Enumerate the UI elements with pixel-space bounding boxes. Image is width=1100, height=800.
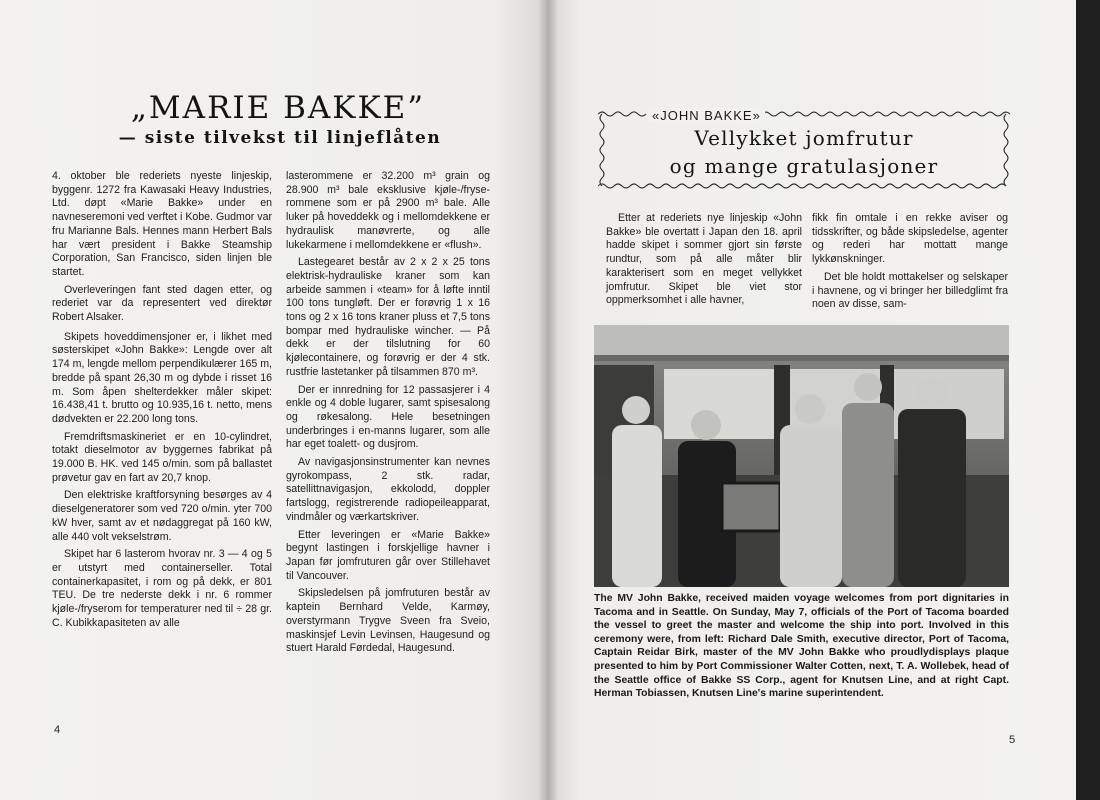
headline-box — [598, 108, 1010, 190]
paragraph: Skipet har 6 lasterom hvorav nr. 3 — 4 og 5 er utstyrt med containerseller. Total containerkapasitet, i rom og på dekk, er 801 TEU. De tre nederste dekk i nr. 6 rommer kjøle-/fryserom for temperaturer ned til ÷ 28 gr. C. Kubikkapasiteten av alle — [52, 548, 272, 629]
headline-line-2: og mange gratulasjoner — [669, 154, 939, 178]
article-subtitle: — siste tilvekst til linjeflåten — [118, 128, 442, 148]
header-label: «JOHN BAKKE» — [648, 108, 765, 123]
paragraph: Overleveringen fant sted dagen etter, og rederiet var da representert ved direktør Robert Alsaker. — [52, 283, 272, 324]
photo-caption: The MV John Bakke, received maiden voyage welcomes from port dignitaries in Tacoma and in Seattle. On Sunday, May 7, officials of the Port of Tacoma boarded the vessel to greet the master and welcome the ship into port. Involved in this ceremony were, from left: Richard Dale Smith, executive director, Port of Tacoma, Captain Reidar Birk, master of the MV John Bakke who proudlydisplays plaque presented to him by Port Commissioner Walter Cotten, next, T. A. Wollebek, head of the Seattle office of Bakke SS Corp., agent for Knutsen Line, and at right Capt. Herman Tobiassen, Knutsen Line's marine superintendent. — [594, 593, 1009, 700]
paragraph: 4. oktober ble rederiets nyeste linjeskip, byggenr. 1272 fra Kawasaki Heavy Industries, Ltd. døpt «Marie Bakke» under en navneseremoni ved verftet i Kobe. Gudmor var fru Marianne Bals. Hennes mann Herbert Bals har vært president i Bakke Steamship Corporation, San Francisco, siden linjen ble startet. — [52, 170, 272, 278]
paragraph: fikk fin omtale i en rekke aviser og tidsskrifter, og både skipsledelse, agenter og rederi har mottatt mange lykkønskninger. — [812, 212, 1008, 266]
right-page — [548, 0, 1076, 800]
group-photo — [594, 325, 1009, 587]
left-page — [0, 0, 548, 800]
paragraph: Skipsledelsen på jomfruturen består av kaptein Bernhard Velde, Karmøy, overstyrmann Trygve Sveen fra Sveio, maskinsjef Levin Levinsen, Haugesund og stuert Harald Førdedal, Haugesund. — [286, 587, 490, 655]
page-number-right: 5 — [1009, 734, 1016, 746]
paragraph: Det ble holdt mottakelser og selskaper i havnene, og vi bringer her billedglimt fra noen av disse, sam- — [812, 270, 1008, 311]
paragraph: Der er innredning for 12 passasjerer i 4 enkle og 4 doble lugarer, samt spisesalong og røkesalong. Hele besetningen underbringes i en-manns lugarer, som alle har eget toalett- og dusjrom. — [286, 383, 490, 451]
left-text-column-2 — [286, 170, 490, 660]
paragraph: Skipets hoveddimensjoner er, i likhet med søsterskipet «John Bakke»: Lengde over alt 174 m, lengde mellom perpendikulærer 165 m, bredde på spant 26,30 m og dybde i risset 16 m. Som åpen shelterdekker måler skipet: 16.438,41 t. brutto og 10.935,16 t. netto, mens dødvekten er 22.200 long tons. — [52, 330, 272, 425]
paragraph: Den elektriske kraftforsyning besørges av 4 dieselgeneratorer som ved 720 o/min. yter 700 kW hver, samt av et nødaggregat på 160 kW, alle 440 volt vekselstrøm. — [52, 489, 272, 543]
paragraph: lasterommene er 32.200 m³ grain og 28.900 m³ bale eksklusive kjøle-/fryserommene som er på 2900 m³ bale. Alle luker på hoveddekk og i mellomdekkene er hydraulisk manøvrerte, og alle lukekarmene i mellomdekkene er «flush». — [286, 170, 490, 251]
page-number-left: 4 — [54, 724, 61, 736]
paragraph: Etter leveringen er «Marie Bakke» begynt lastingen i forskjellige havner i Japan før jomfruturen går over Stillehavet til Vancouver. — [286, 528, 490, 582]
dark-background-edge — [1076, 0, 1100, 800]
photo-image-icon — [594, 325, 1009, 587]
right-text-column-2 — [812, 212, 1008, 316]
paragraph: Lastegearet består av 2 x 2 x 25 tons elektrisk-hydrauliske kraner som kan arbeide sammen i «team» for å løfte inntil 100 tons tungløft. Der er forøvrig 1 x 16 tons og 2 x 16 tons kraner pluss et 7,5 tons bompar med hydrauliske wincher. — På dekk er der tilslutning for 60 kjølecontainere, og forøvrig er der 4 stk. rustfrie lastetanker på tilsammen 870 m³. — [286, 256, 490, 378]
paragraph: Av navigasjonsinstrumenter kan nevnes gyrokompass, 2 stk. radar, satellittnavigasjon, ekkolodd, doppler fartslogg, registrerende radiopeileapparat, vindmåler og værkartskriver. — [286, 456, 490, 523]
headline-line-1: Vellykket jomfrutur — [694, 126, 914, 150]
right-text-column-1 — [606, 212, 802, 312]
paragraph: Fremdriftsmaskineriet er en 10-cylindret, totakt dieselmotor av byggernes fabrikat på 19.000 B. HK. ved 145 o/min. som på ballastet prøvetur gav en fart av 20,7 knop. — [52, 430, 272, 484]
paragraph: Etter at rederiets nye linjeskip «John Bakke» ble overtatt i Japan den 18. april hadde skipet i sommer gjort sin første rundtur, som på alle måter blir karakterisert som en meget vellykket jomfrutur. Skipet ble viet stor oppmerksomhet i alle havner, — [606, 212, 802, 307]
left-text-column-1 — [52, 170, 272, 635]
article-title: „MARIE BAKKE” — [130, 90, 426, 126]
